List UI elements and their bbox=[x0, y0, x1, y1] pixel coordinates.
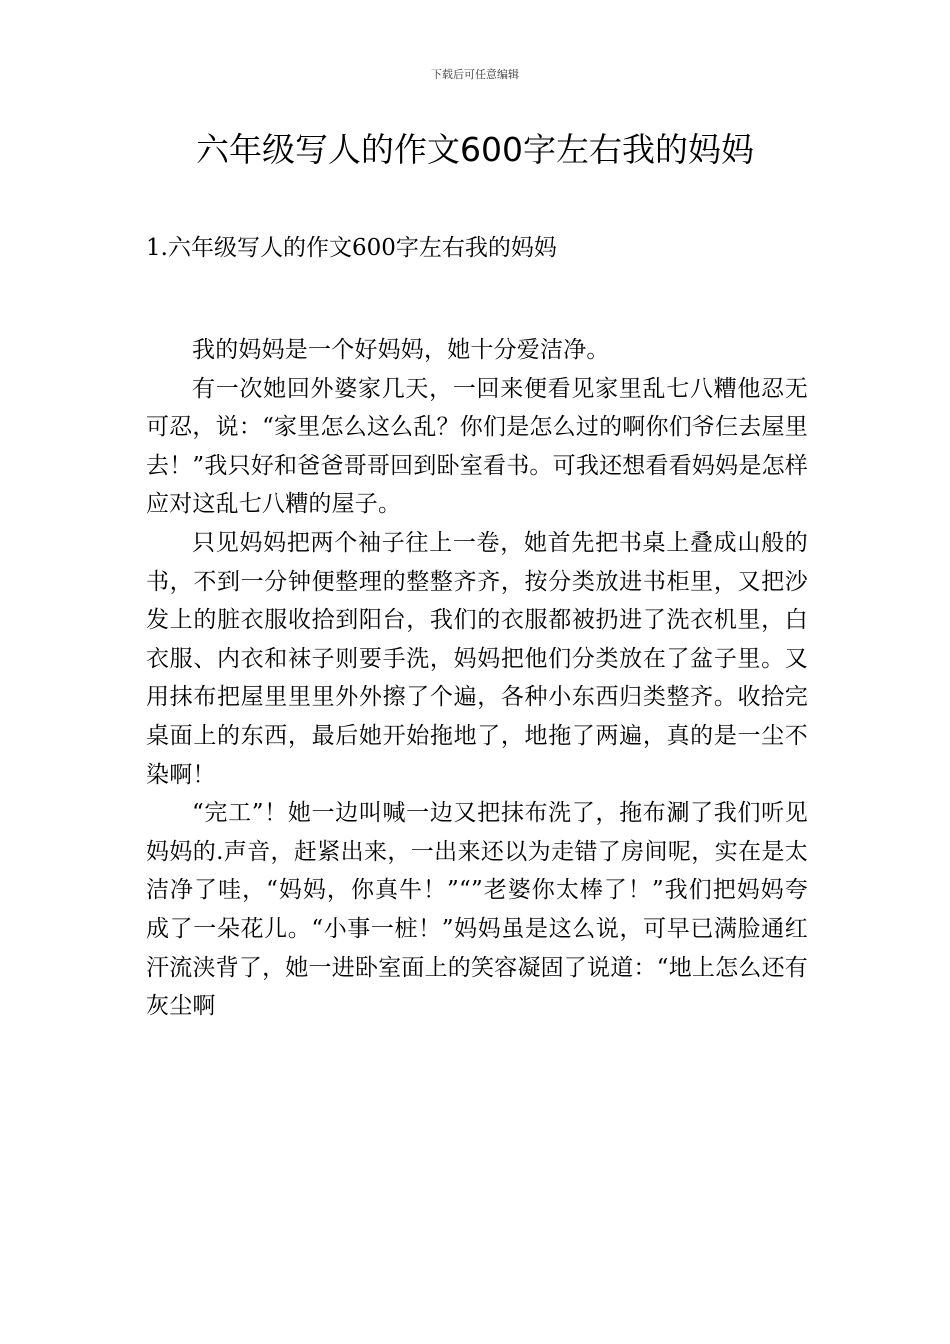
header-note: 下载后可任意编辑 bbox=[431, 68, 519, 81]
paragraph: “完工”！她一边叫喊一边又把抹布洗了，拖布涮了我们听见妈妈的.声音，赶紧出来，一出来还以为走错了房间呢，实在是太洁净了哇，“妈妈，你真牛！”“”老婆你太棒了！”我们把妈妈夸成了一朵花儿。“小事一桩！”妈妈虽是这么说，可早已满脸通红汗流浃背了，她一进卧室面上的笑容凝固了说道：“地上怎么还有灰尘啊 bbox=[146, 800, 808, 1020]
document-title: 六年级写人的作文600字左右我的妈妈 bbox=[196, 130, 754, 169]
section-heading: 1.六年级写人的作文600字左右我的妈妈 bbox=[146, 235, 557, 261]
paragraph: 有一次她回外婆家几天，一回来便看见家里乱七八糟他忍无可忍，说：“家里怎么这么乱？你们是怎么过的啊你们爷仨去屋里去！”我只好和爸爸哥哥回到卧室看书。可我还想看看妈妈是怎样应对这乱七八糟的屋子。 bbox=[146, 375, 808, 518]
essay-body bbox=[146, 331, 808, 1026]
paragraph: 我的妈妈是一个好妈妈，她十分爱洁净。 bbox=[192, 337, 610, 363]
paragraph: 只见妈妈把两个袖子往上一卷，她首先把书桌上叠成山般的书，不到一分钟便整理的整整齐齐，按分类放进书柜里，又把沙发上的脏衣服收拾到阳台，我们的衣服都被扔进了洗衣机里，白衣服、内衣和袜子则要手洗，妈妈把他们分类放在了盆子里。又用抹布把屋里里里外外擦了个遍，各种小东西归类整齐。收拾完桌面上的东西，最后她开始拖地了，地拖了两遍，真的是一尘不染啊！ bbox=[146, 529, 808, 788]
